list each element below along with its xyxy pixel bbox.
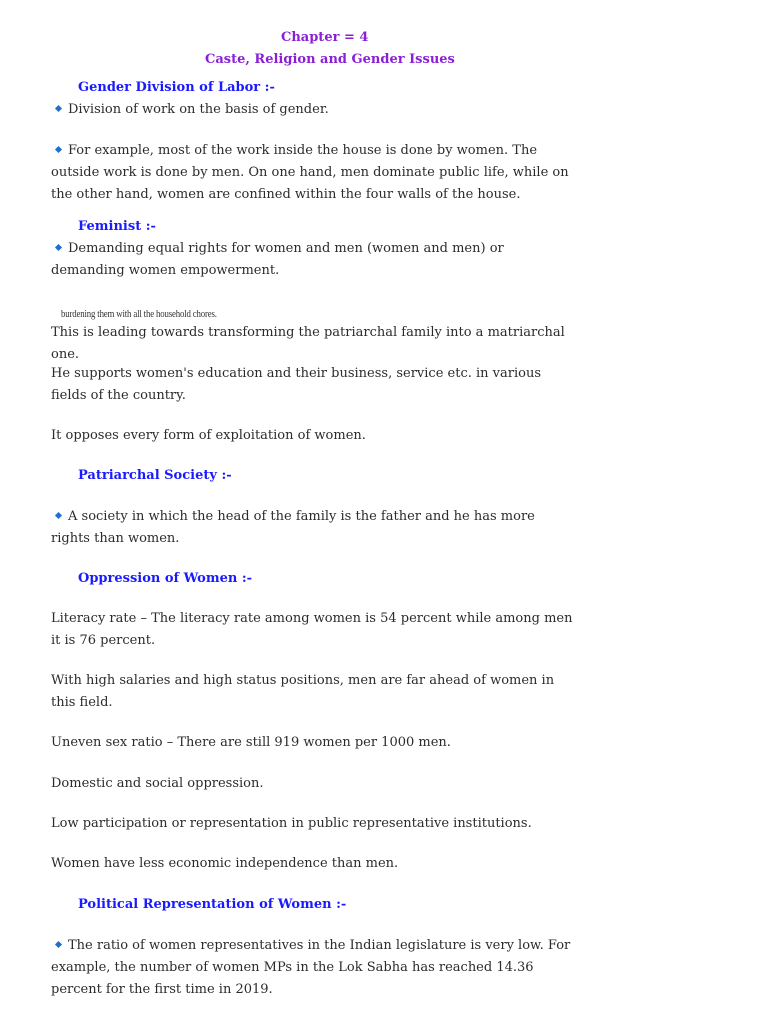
paragraph: It opposes every form of exploitation of women.: [51, 428, 366, 443]
paragraph: Women have less economic independence than men.: [51, 856, 399, 871]
paragraph: The ratio of women representatives in the Indian legislature is very low. For example, the number of women MPs in the Lok Sabha has reached 14.36 percent for the first time in 2019.: [51, 938, 571, 997]
overprint-text: burdening them with all the household chores.: [61, 308, 217, 320]
paragraph: He supports women's education and their business, service etc. in various fields of the country.: [51, 366, 541, 403]
chapter-title: Caste, Religion and Gender Issues: [205, 52, 455, 67]
heading-political-representation: Political Representation of Women :-: [78, 897, 347, 912]
heading-gender-division: Gender Division of Labor :-: [78, 80, 275, 95]
paragraph: A society in which the head of the family is the father and he has more rights than women.: [51, 509, 535, 546]
heading-patriarchal-society: Patriarchal Society :-: [78, 468, 232, 483]
paragraph: Division of work on the basis of gender.: [51, 99, 576, 121]
diamond-bullet-icon: [55, 105, 62, 112]
paragraph: Domestic and social oppression.: [51, 776, 264, 791]
paragraph: For example, most of the work inside the house is done by women. The outside work is done by men. On one hand, men dominate public life, while on the other hand, women are confined within the four walls of the house.: [51, 143, 569, 202]
diamond-bullet-icon: [55, 512, 62, 519]
paragraph: Literacy rate – The literacy rate among women is 54 percent while among men it is 76 percent.: [51, 611, 573, 648]
diamond-bullet-icon: [55, 941, 62, 948]
paragraph: With high salaries and high status positions, men are far ahead of women in this field.: [51, 673, 555, 710]
heading-feminist: Feminist :-: [78, 219, 156, 234]
heading-oppression-of-women: Oppression of Women :-: [78, 571, 253, 586]
paragraph: Uneven sex ratio – There are still 919 women per 1000 men.: [51, 735, 451, 750]
diamond-bullet-icon: [55, 244, 62, 251]
chapter-number: Chapter = 4: [281, 30, 369, 45]
paragraph: Low participation or representation in public representative institutions.: [51, 816, 532, 831]
paragraph: This is leading towards transforming the patriarchal family into a matriarchal one.: [51, 325, 565, 362]
diamond-bullet-icon: [55, 146, 62, 153]
paragraph: Demanding equal rights for women and men (women and men) or demanding women empowerment.: [51, 241, 504, 278]
